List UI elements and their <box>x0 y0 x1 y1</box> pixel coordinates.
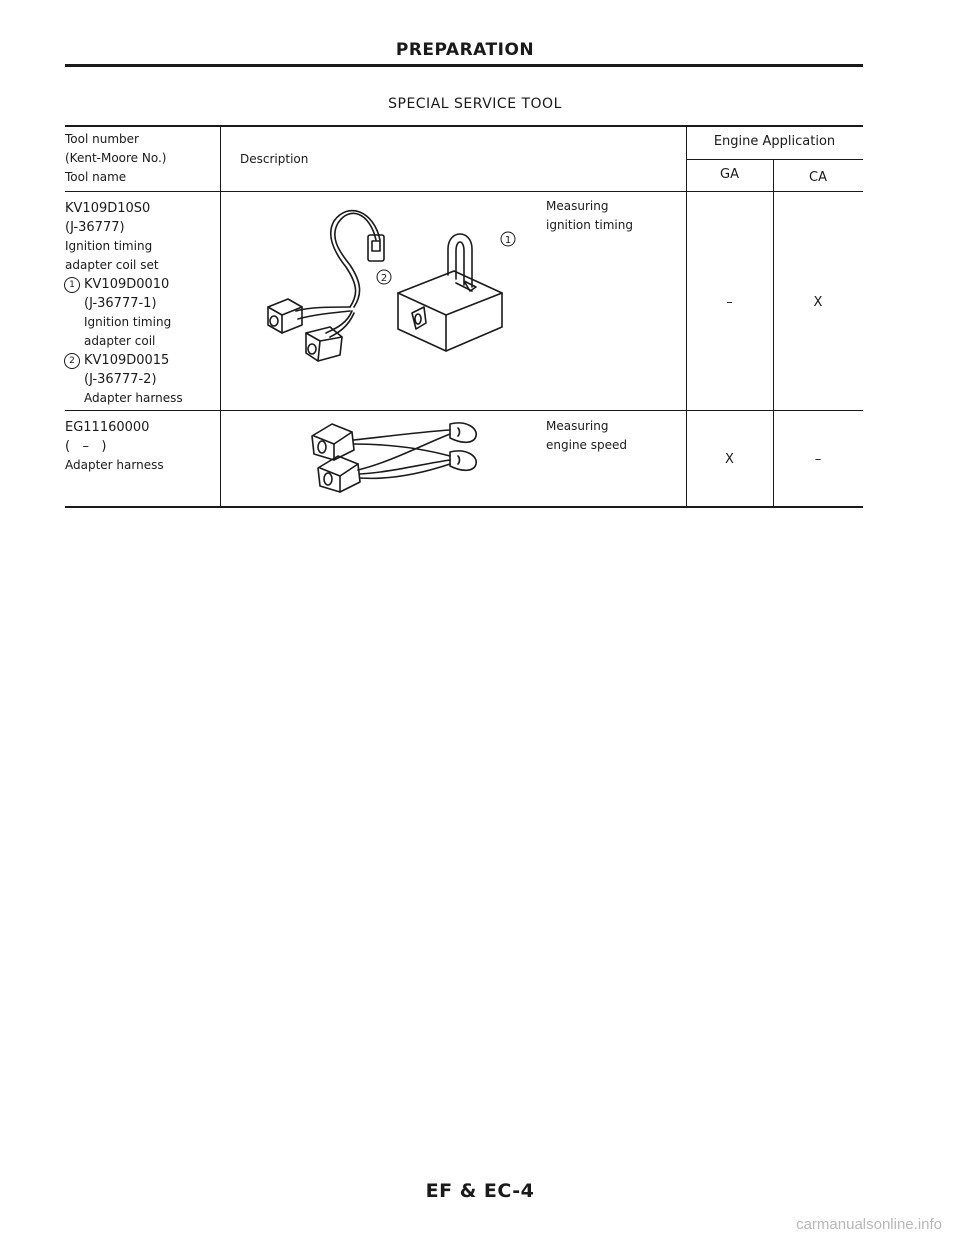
sub-item-1-kent-moore: (J-36777-1) <box>84 296 157 311</box>
col-divider-tool <box>220 126 221 507</box>
title-rule <box>65 64 863 67</box>
page-title: PREPARATION <box>395 40 535 60</box>
purpose-line2: ignition timing <box>546 218 633 232</box>
tool-name-line1: Ignition timing <box>65 239 153 253</box>
header-engine-application: Engine Application <box>713 134 836 149</box>
section-subtitle: SPECIAL SERVICE TOOL <box>388 96 562 112</box>
tool-name: Adapter harness <box>65 458 164 472</box>
table-bottom-rule <box>65 506 863 508</box>
sub-item-2-name: Adapter harness <box>84 391 183 405</box>
purpose-line2: engine speed <box>546 438 627 452</box>
header-ca: CA <box>809 170 827 185</box>
figure-callout-1-label: 1 <box>504 235 512 246</box>
ga-application: – <box>726 295 733 310</box>
lower-connector <box>318 456 360 492</box>
circled-marker-2: 2 <box>64 353 80 369</box>
ring-terminal-upper <box>450 423 476 442</box>
page-footer: EF & EC-4 <box>425 1180 535 1202</box>
header-kent-moore: (Kent-Moore No.) <box>65 151 167 165</box>
ca-application: – <box>814 452 822 467</box>
table-top-rule <box>65 125 863 127</box>
header-ga: GA <box>720 167 739 182</box>
circled-marker-1: 1 <box>64 277 80 293</box>
purpose-line1: Measuring <box>546 199 609 213</box>
coil-body <box>398 271 502 351</box>
kent-moore-number: (J-36777) <box>65 220 125 235</box>
sub-item-1-number: 1 KV109D0010 <box>64 275 169 294</box>
ca-application: X <box>813 295 823 310</box>
ring-terminal-lower <box>450 451 476 470</box>
tool-name-line2: adapter coil set <box>65 258 159 272</box>
sub-item-1-name-line2: adapter coil <box>84 334 156 348</box>
sub-item-1-name-line1: Ignition timing <box>84 315 172 329</box>
purpose-line1: Measuring <box>546 419 609 433</box>
header-tool-number: Tool number <box>65 132 139 146</box>
sub-item-2-kent-moore: (J-36777-2) <box>84 372 157 387</box>
ignition-timing-adapter-illustration <box>250 195 540 405</box>
engine-app-divider <box>686 159 863 160</box>
figure-callout-2-label: 2 <box>380 273 388 284</box>
tool-number: KV109D10S0 <box>65 201 151 216</box>
tool-number: EG11160000 <box>65 420 150 435</box>
sub-item-2-number: 2 KV109D0015 <box>64 351 169 370</box>
watermark: carmanualsonline.info <box>796 1216 942 1233</box>
adapter-harness-illustration <box>300 414 500 504</box>
upper-connector <box>312 424 354 460</box>
kent-moore-number: ( – ) <box>65 439 107 454</box>
header-tool-name: Tool name <box>65 170 127 184</box>
row1-bottom-rule <box>65 410 863 411</box>
ga-application: X <box>725 452 734 467</box>
header-bottom-rule <box>65 191 863 192</box>
col-divider-description <box>686 126 687 507</box>
header-description: Description <box>240 152 309 166</box>
